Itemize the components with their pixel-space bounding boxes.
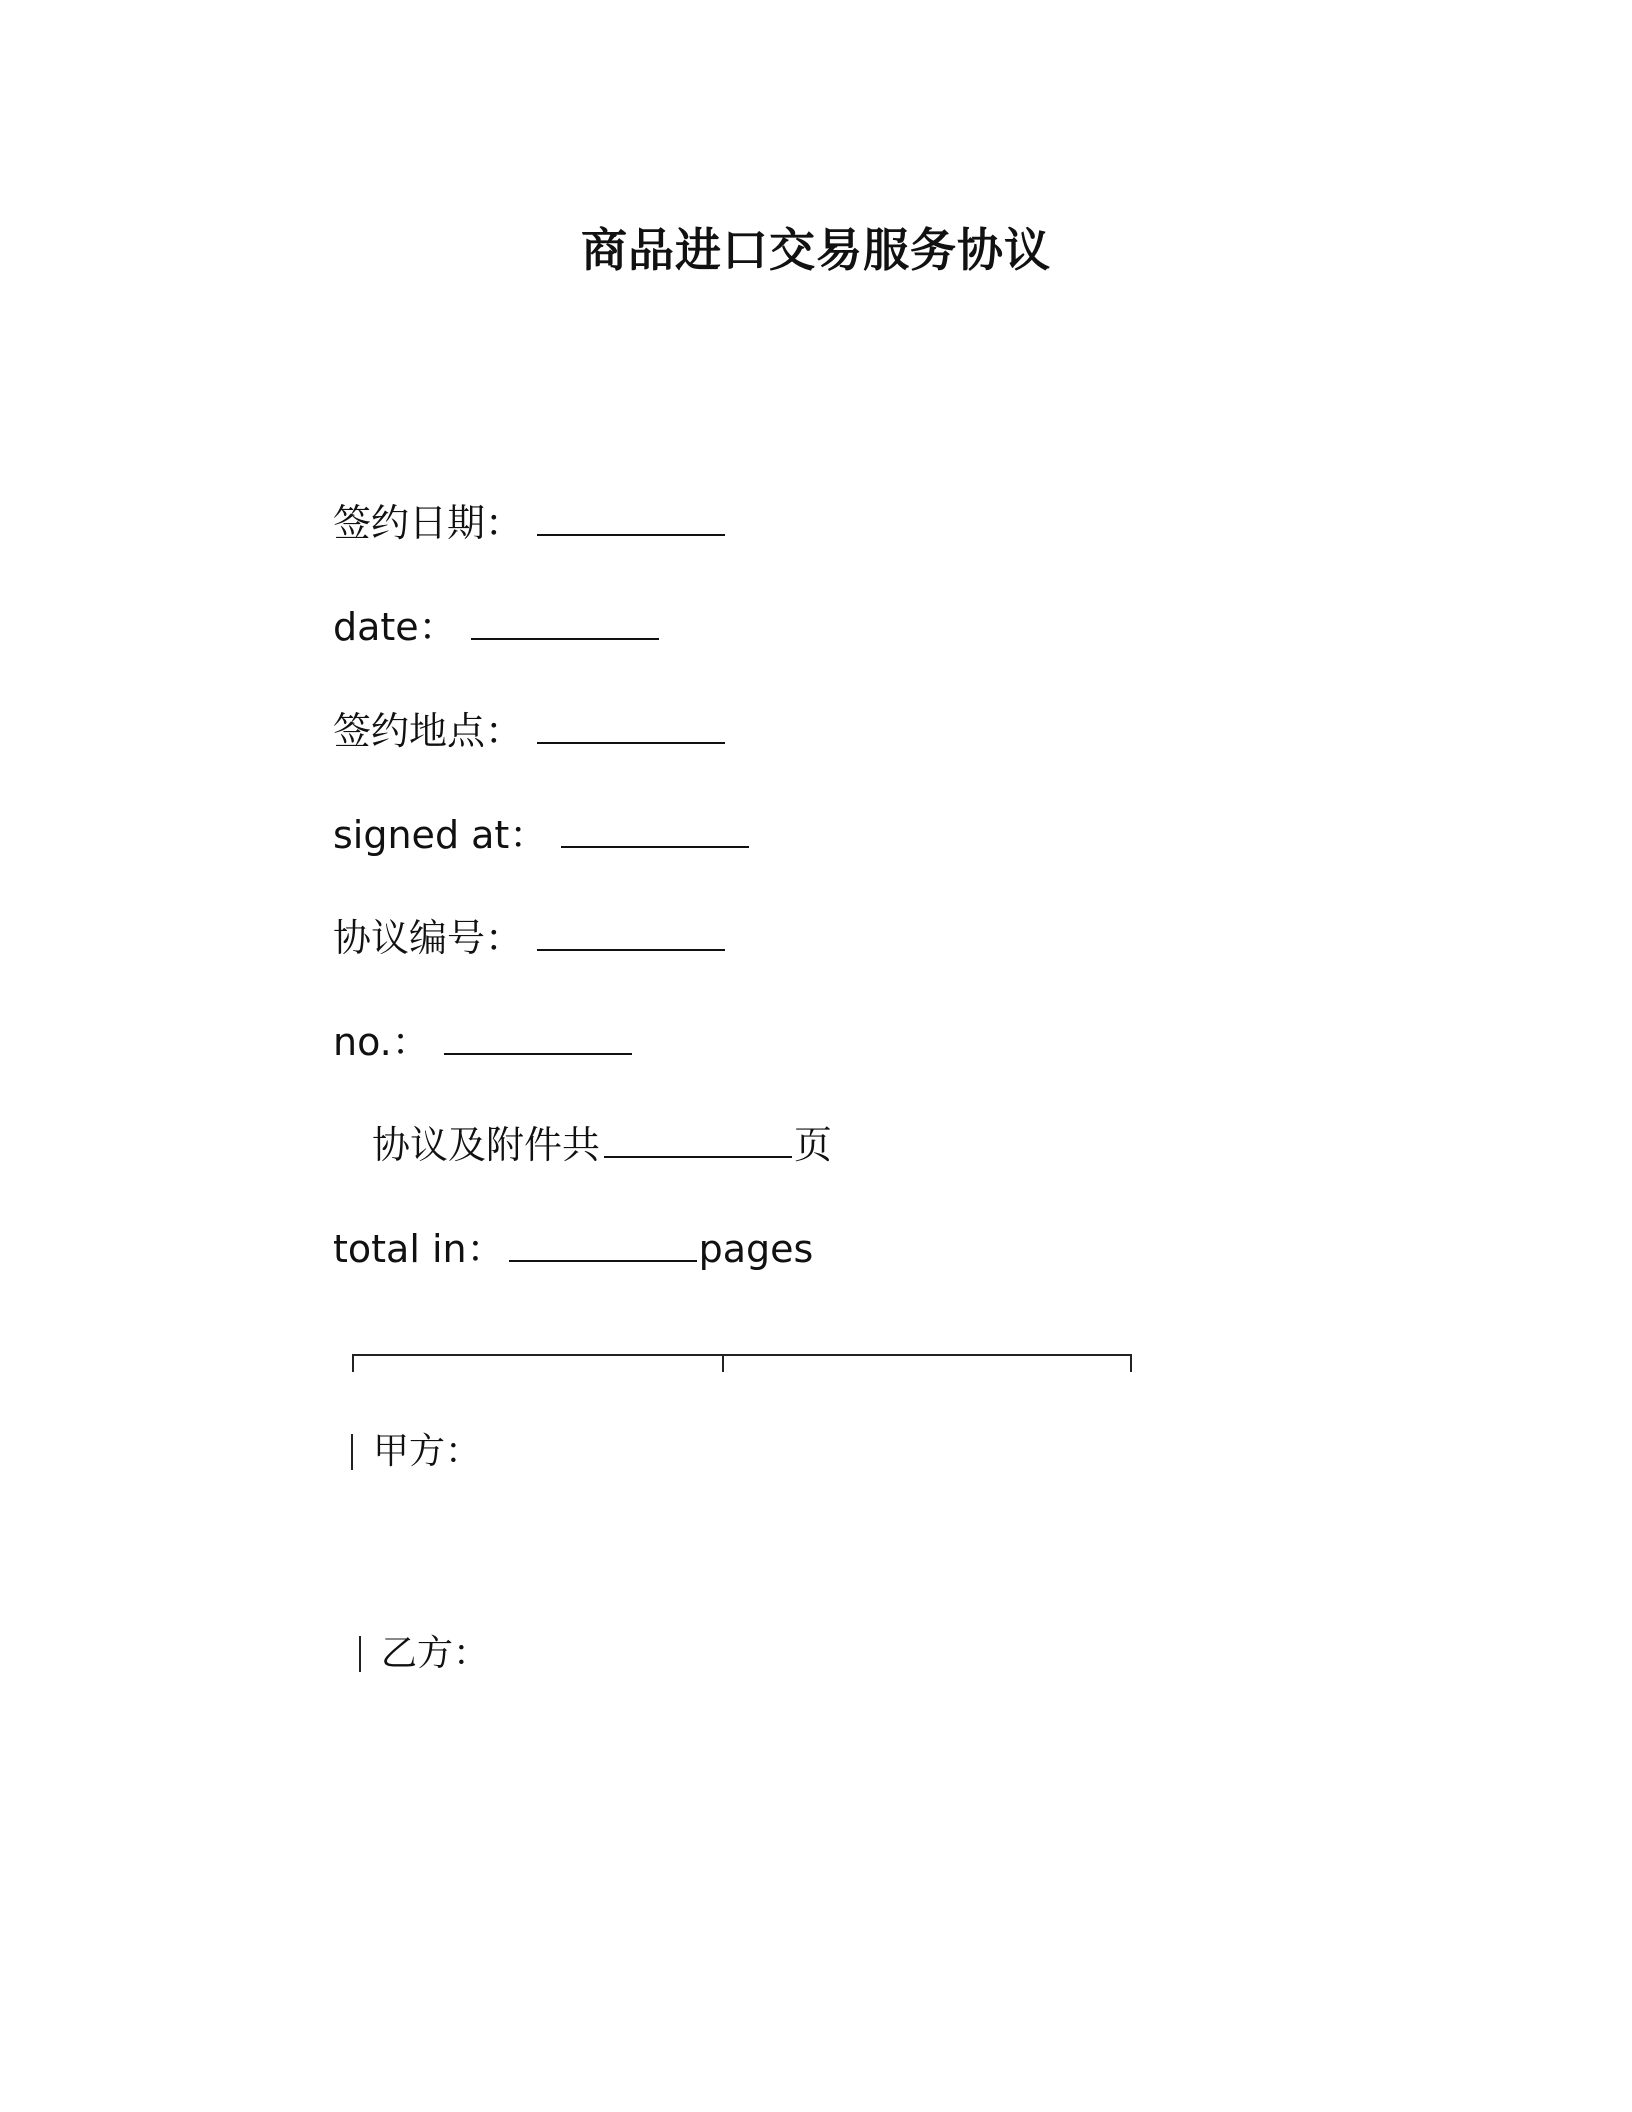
party-b-cell-border <box>359 1636 361 1672</box>
agreement-number-field <box>333 911 725 962</box>
signing-date-blank <box>537 496 725 536</box>
party-a-label: 甲方： <box>373 1431 482 1472</box>
agreement-number-blank <box>537 911 725 951</box>
signing-place-blank <box>537 704 725 744</box>
number-blank <box>444 1015 632 1055</box>
party-b-label: 乙方： <box>381 1633 490 1674</box>
date-field <box>333 600 659 651</box>
number-field <box>333 1015 632 1066</box>
signing-place-field <box>333 704 725 755</box>
signed-at-blank <box>561 808 749 848</box>
page-count-en-field <box>333 1222 813 1273</box>
signing-place-label: 签约地点： <box>333 709 524 753</box>
signed-at-field <box>333 808 749 859</box>
page-count-en-blank <box>509 1222 697 1262</box>
number-label: no.： <box>333 1020 430 1064</box>
date-label: date： <box>333 605 457 649</box>
page-count-cn-field <box>372 1118 832 1169</box>
page-count-en-suffix: pages <box>698 1227 814 1271</box>
table-middle-tick <box>722 1354 724 1372</box>
page-count-cn-blank <box>604 1118 792 1158</box>
page-count-en-prefix: total in： <box>333 1227 505 1271</box>
table-top-border <box>352 1354 1132 1356</box>
page-count-cn-suffix: 页 <box>794 1123 833 1167</box>
signing-date-label: 签约日期： <box>333 501 524 545</box>
document-title: 商品进口交易服务协议 <box>581 223 1051 277</box>
signed-at-label: signed at： <box>333 813 548 857</box>
signing-date-field <box>333 496 725 547</box>
date-blank <box>471 600 659 640</box>
party-a-cell-border <box>351 1434 353 1470</box>
page-count-cn-prefix: 协议及附件共 <box>372 1123 601 1167</box>
table-left-tick <box>352 1354 354 1372</box>
agreement-number-label: 协议编号： <box>333 916 524 960</box>
table-right-tick <box>1130 1354 1132 1372</box>
